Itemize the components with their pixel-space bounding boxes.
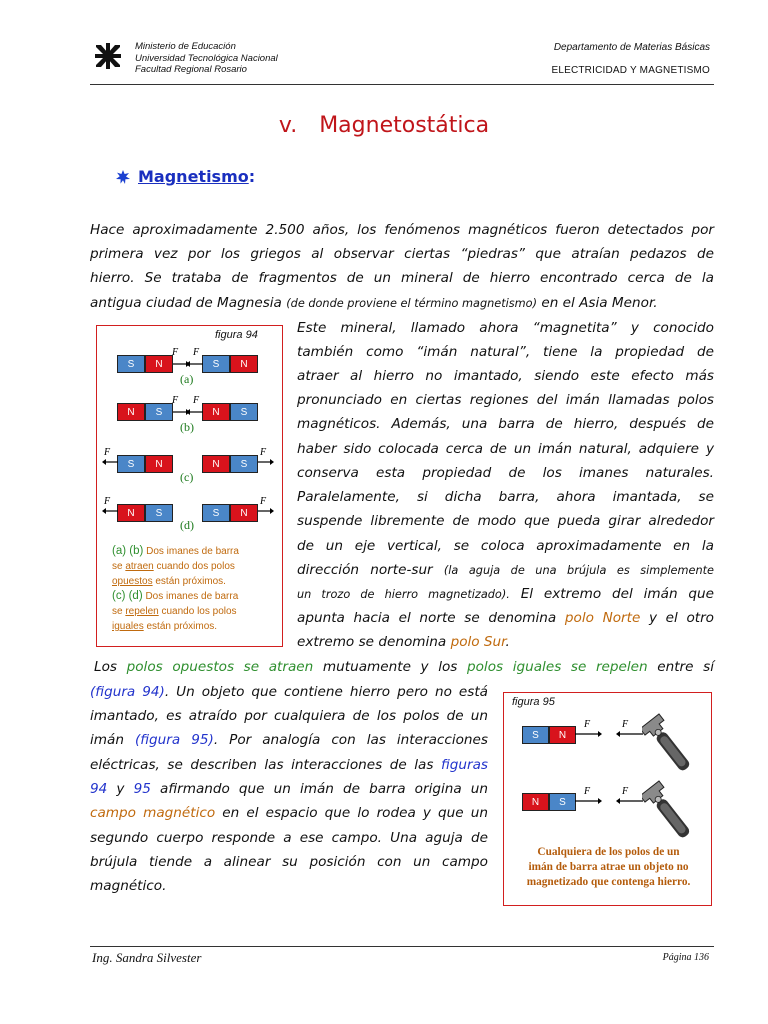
text-line: dirección norte-sur (la aguja de una brújula es simplemente [297, 562, 714, 578]
figure-label: figura 95 [512, 696, 555, 708]
force-label: F [260, 447, 267, 458]
text-line: (figura 94). Un objeto que contiene hierro pero no está [90, 684, 489, 700]
text-line: extremo se denomina polo Sur. [297, 634, 510, 650]
text-line: segundo cuerpo responde a ese campo. Una aguja de [90, 830, 488, 846]
text-line: magnético. [90, 878, 167, 894]
text-line: antigua ciudad de Magnesia (de donde proviene el término magnetismo) en el Asia Menor. [90, 295, 658, 311]
chapter-number: v. [278, 113, 298, 138]
author-name: Ing. Sandra Silvester [92, 950, 202, 965]
text-line: también como “imán natural”, tiene la propiedad de [297, 344, 714, 360]
text-line: hierro. Se trataba de fragmentos de un mineral de hierro encontrado cerca de la [90, 270, 714, 286]
force-label: F [104, 447, 111, 458]
force-label: F [104, 496, 111, 507]
header-divider [90, 84, 714, 85]
course-text: ELECTRICIDAD Y MAGNETISMO [551, 65, 710, 76]
bar-magnet: N S [522, 793, 576, 811]
text-line: campo magnético en el espacio que lo rodea y que un [90, 805, 488, 821]
chapter-title: Magnetostática [319, 113, 490, 138]
bar-magnet: S N [117, 355, 173, 373]
text-line: suspende libremente de modo que pueda girar alrededor [297, 513, 714, 529]
page-title [0, 113, 768, 138]
panel-label: (d) [180, 518, 194, 532]
force-label: F [193, 347, 200, 358]
figure-94 [96, 325, 283, 647]
text-line: 94 y 95 afirmando que un imán de barra origina un [90, 781, 489, 797]
utn-logo-icon [93, 41, 123, 71]
department-text: Departamento de Materias Básicas [553, 42, 710, 53]
panel-label: (a) [180, 372, 194, 386]
figure-95-caption: Cualquiera de los polos de un imán de barra atrae un objeto no magnetizado que contenga hierro. [526, 846, 691, 888]
text-line: eléctricas, se describen las interacciones de las figuras [90, 757, 488, 773]
figure-95 [503, 692, 712, 906]
text-line: imantado, es atraído por cualquiera de los polos de un [90, 708, 488, 724]
force-label: F [584, 786, 591, 797]
department-block [551, 42, 710, 76]
text-line: Hace aproximadamente 2.500 años, los fenómenos magnéticos fueron detectados por [90, 222, 714, 238]
ministry-text: Ministerio de Educación [135, 41, 236, 52]
bar-magnet: S N [202, 355, 258, 373]
text-line: brújula tiende a alinear su posición con un campo [90, 854, 488, 870]
force-label: F [172, 395, 179, 406]
section-heading [138, 167, 255, 186]
bar-magnet: N S [117, 504, 173, 522]
force-arrow-left-icon [614, 723, 644, 739]
force-label: F [584, 719, 591, 730]
text-line: Paralelamente, si dicha barra, ahora imantada, se [297, 489, 714, 505]
bar-magnet: S N [117, 455, 173, 473]
figure-94-caption: (a) (b) Dos imanes de barra se atraen cuando dos polos opuestos están próximos. (c) (d) Dos imanes de barra se repelen cuando los polos iguales están próximos. [112, 545, 239, 632]
university-text: Universidad Tecnológica Nacional [135, 52, 278, 64]
panel-label: (c) [180, 470, 194, 484]
page-number: Página 136 [662, 952, 709, 963]
bar-magnet: S N [202, 504, 258, 522]
force-label: F [193, 395, 200, 406]
force-label: F [622, 786, 629, 797]
bar-magnet: N S [202, 403, 258, 421]
text-line: de un eje vertical, se coloca aproximadamente en la [297, 538, 714, 554]
text-line: apunta hacia el norte se denomina polo Norte y el otro [297, 610, 714, 626]
bar-magnet: N S [117, 403, 173, 421]
bar-magnet: N S [202, 455, 258, 473]
text-line: haber sido colocada cerca de un imán natural, adquiere y [297, 441, 714, 457]
institution-block [135, 41, 278, 76]
text-line: conserva esta propiedad de los imanes naturales. [297, 465, 714, 481]
text-line: un trozo de hierro magnetizado). El extremo del imán que [297, 586, 714, 602]
text-line: pronunciado en ciertas regiones del imán llamadas polos [297, 392, 714, 408]
text-line: primera vez por los griegos al observar ciertas “piedras” que atraían pedazos de [90, 246, 714, 262]
figure-label: figura 94 [215, 329, 258, 341]
text-line: atraer al hierro no imantado, siendo este efecto más [297, 368, 714, 384]
panel-label: (b) [180, 420, 194, 434]
force-label: F [622, 719, 629, 730]
text-line: imán (figura 95). Por analogía con las interacciones [90, 732, 488, 748]
force-label: F [260, 496, 267, 507]
bar-magnet: S N [522, 726, 576, 744]
wrench-icon [642, 780, 694, 844]
force-label: F [172, 347, 179, 358]
text-line: Los polos opuestos se atraen mutuamente y los polos iguales se repelen entre sí [94, 659, 714, 675]
wrench-icon [642, 713, 694, 777]
text-line: Este mineral, llamado ahora “magnetita” y conocido [297, 320, 714, 336]
faculty-text: Facultad Regional Rosario [135, 64, 247, 75]
force-arrow-left-icon [614, 790, 644, 806]
section-colon: : [248, 167, 256, 186]
footer-divider [90, 946, 714, 947]
text-line: magnéticos. Además, una barra de hierro, después de [297, 416, 714, 432]
section-label: Magnetismo [138, 167, 249, 186]
starburst-bullet-icon [116, 170, 130, 184]
